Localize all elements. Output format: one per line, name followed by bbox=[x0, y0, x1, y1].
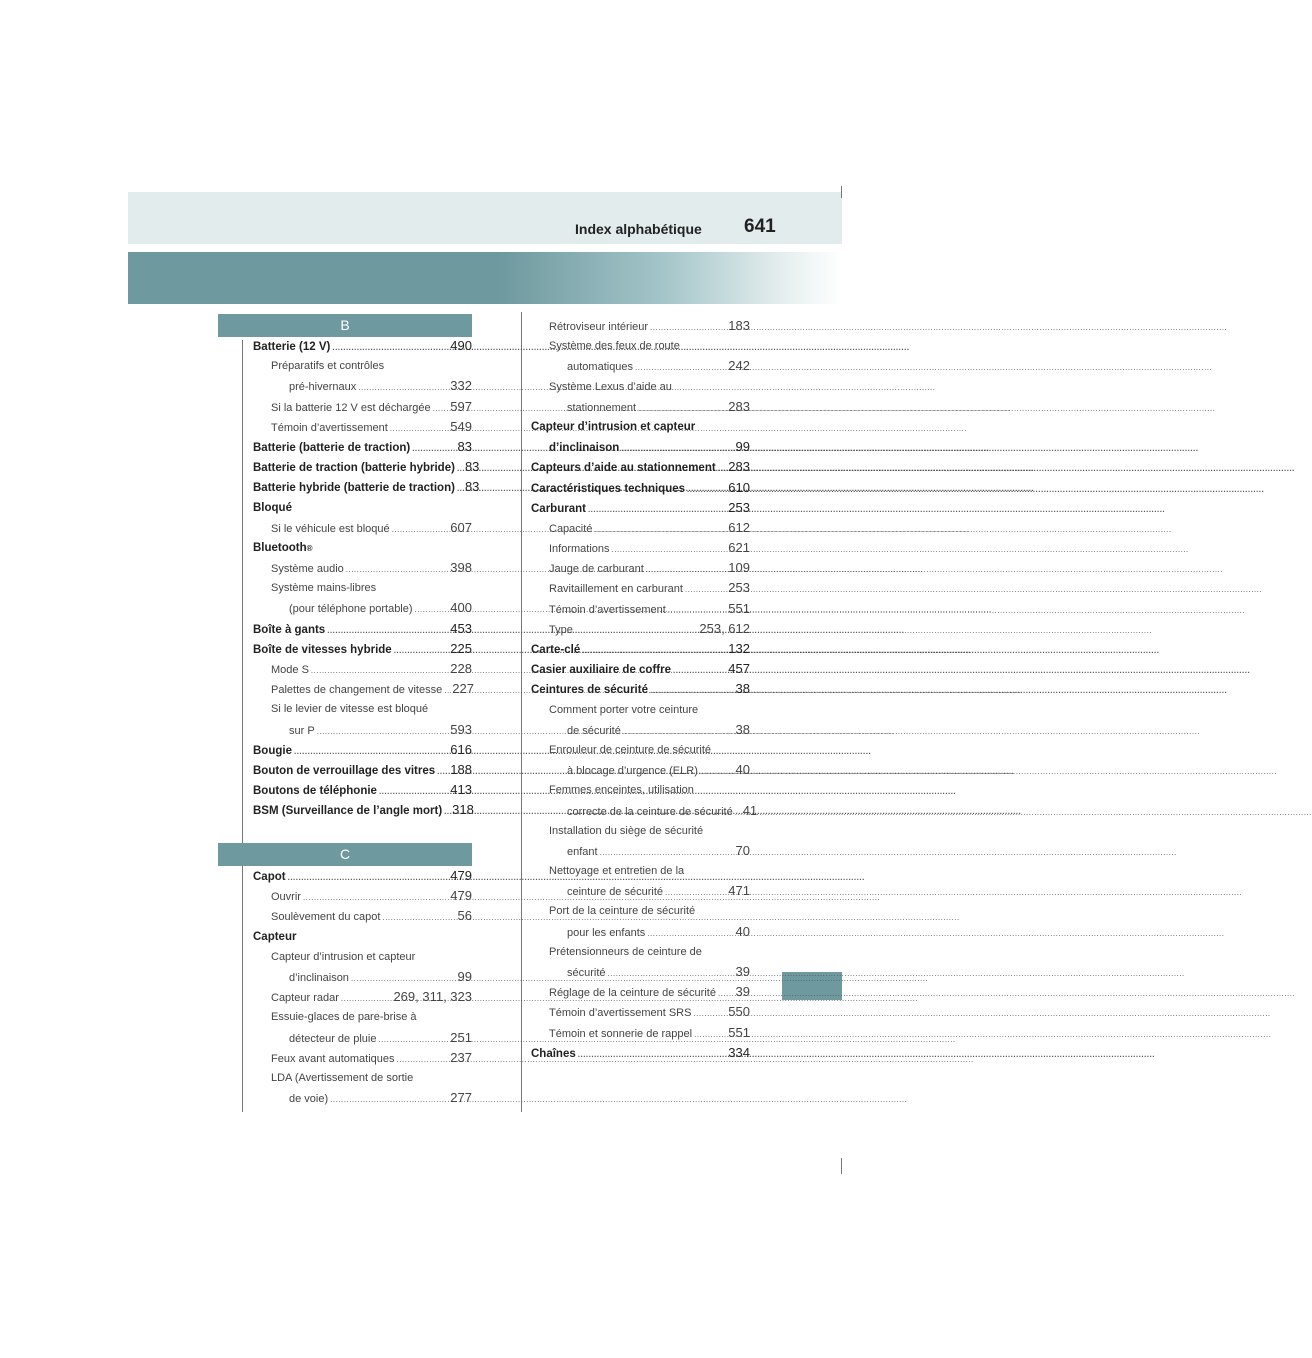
index-entry bbox=[253, 437, 472, 457]
index-entry bbox=[253, 886, 472, 906]
dot-leader bbox=[327, 620, 448, 641]
index-entry bbox=[531, 639, 750, 659]
entry-term: Boutons de téléphonie bbox=[253, 785, 377, 798]
entry-page-ref: 183 bbox=[728, 318, 750, 333]
entry-page-ref: 225 bbox=[450, 640, 472, 656]
dot-leader bbox=[638, 398, 726, 419]
entry-page-ref: 551 bbox=[728, 1024, 750, 1040]
dot-leader bbox=[668, 600, 727, 621]
index-entry bbox=[531, 498, 750, 518]
dot-leader bbox=[346, 559, 449, 580]
entry-term: Essuie-glaces de pare-brise à bbox=[271, 1011, 417, 1024]
entry-term: Ravitaillement en carburant bbox=[549, 583, 683, 596]
dot-leader bbox=[612, 539, 727, 560]
index-list-b bbox=[253, 336, 480, 821]
crop-mark-bottom bbox=[841, 1158, 842, 1174]
dot-leader bbox=[621, 438, 733, 459]
dot-leader bbox=[412, 438, 455, 459]
entry-term: ceinture de sécurité bbox=[567, 886, 663, 899]
dot-leader bbox=[646, 559, 727, 580]
entry-term: à blocage d’urgence (ELR) bbox=[567, 765, 698, 778]
index-entry bbox=[531, 700, 750, 720]
dot-leader bbox=[457, 478, 463, 499]
index-entry bbox=[531, 901, 750, 921]
dot-leader bbox=[415, 599, 449, 620]
dot-leader bbox=[687, 479, 726, 500]
dot-leader bbox=[341, 988, 392, 1009]
index-entry bbox=[253, 720, 472, 740]
index-entry bbox=[253, 336, 472, 356]
entry-term: d’inclinaison bbox=[289, 971, 349, 984]
entry-term: Batterie hybride (batterie de traction) bbox=[253, 482, 455, 495]
entry-term: Batterie de traction (batterie hybride) bbox=[253, 462, 455, 475]
entry-term: sur P bbox=[289, 724, 315, 737]
entry-term: Enrouleur de ceinture de sécurité bbox=[549, 743, 712, 756]
entry-term: Témoin d’avertissement bbox=[549, 603, 666, 616]
entry-term: Rétroviseur intérieur bbox=[549, 321, 649, 333]
entry-term: Port de la ceinture de sécurité bbox=[549, 905, 696, 918]
index-entry bbox=[531, 1002, 750, 1022]
entry-page-ref: 39 bbox=[735, 984, 750, 1000]
index-entry bbox=[253, 740, 472, 760]
entry-term: Système mains-libres bbox=[271, 582, 377, 595]
index-entry bbox=[531, 982, 750, 1002]
entry-term: Soulèvement du capot bbox=[271, 911, 381, 924]
entry-page-ref: 471 bbox=[728, 883, 750, 899]
dot-leader bbox=[392, 519, 449, 540]
entry-term: pour les enfants bbox=[567, 926, 646, 939]
entry-term: Ouvrir bbox=[271, 891, 301, 904]
entry-term: Témoin d’avertissement SRS bbox=[549, 1007, 692, 1020]
dot-leader bbox=[332, 337, 448, 358]
dot-leader bbox=[694, 1024, 726, 1045]
entry-page-ref: 269, 311, 323 bbox=[393, 989, 472, 1005]
entry-page-ref: 400 bbox=[450, 600, 472, 616]
index-entry bbox=[253, 800, 472, 820]
dot-leader bbox=[397, 1049, 449, 1070]
entry-term: Capteurs d’aide au stationnement bbox=[531, 462, 716, 475]
entry-term: Femmes enceintes, utilisation bbox=[549, 784, 694, 797]
index-entry bbox=[531, 720, 750, 740]
dot-leader bbox=[735, 802, 741, 823]
dot-leader bbox=[444, 801, 450, 822]
entry-term: Capteur radar bbox=[271, 992, 339, 1005]
entry-page-ref: 242 bbox=[728, 358, 750, 374]
section-header-b bbox=[218, 314, 472, 337]
entry-term: Bluetooth bbox=[253, 541, 307, 554]
dot-leader bbox=[608, 963, 734, 984]
index-entry bbox=[253, 457, 480, 477]
index-entry bbox=[253, 987, 472, 1007]
entry-term: Batterie (batterie de traction) bbox=[253, 441, 411, 454]
entry-term: sécurité bbox=[567, 967, 606, 979]
entry-page-ref: 109 bbox=[728, 560, 750, 576]
entry-term: Feux avant automatiques bbox=[271, 1052, 395, 1065]
entry-term: Système des feux de route bbox=[549, 340, 680, 353]
entry-page-ref: 227 bbox=[452, 681, 474, 697]
index-entry bbox=[531, 417, 750, 437]
index-entry bbox=[253, 477, 480, 497]
dot-leader bbox=[457, 458, 463, 479]
index-entry bbox=[531, 821, 750, 841]
entry-page-ref: 253 bbox=[728, 580, 750, 596]
entry-page-ref: 616 bbox=[450, 741, 472, 757]
section-header-c bbox=[218, 843, 472, 866]
dot-leader bbox=[600, 842, 734, 863]
index-entry bbox=[253, 639, 472, 659]
left-column-rule bbox=[242, 340, 243, 1112]
index-entry bbox=[531, 962, 750, 982]
dot-leader bbox=[303, 887, 448, 908]
entry-term: Caractéristiques techniques bbox=[531, 482, 686, 495]
entry-term: Jauge de carburant bbox=[549, 563, 644, 576]
index-entry bbox=[531, 1043, 750, 1063]
index-entry bbox=[531, 437, 750, 457]
entry-page-ref: 83 bbox=[464, 459, 480, 475]
index-entry bbox=[531, 619, 750, 639]
index-entry bbox=[253, 659, 472, 679]
index-entry bbox=[253, 760, 472, 780]
entry-page-ref: 99 bbox=[735, 439, 750, 455]
entry-page-ref: 283 bbox=[728, 398, 750, 414]
dot-leader bbox=[330, 1089, 448, 1110]
dot-leader bbox=[575, 620, 698, 641]
entry-page-ref: 610 bbox=[728, 479, 750, 495]
entry-page-ref: 39 bbox=[735, 964, 750, 979]
index-entry bbox=[253, 558, 472, 578]
entry-term: Système Lexus d’aide au bbox=[549, 380, 672, 393]
entry-term: Témoin d’avertissement bbox=[271, 421, 388, 434]
index-entry bbox=[253, 417, 472, 437]
index-entry bbox=[531, 679, 750, 699]
index-entry bbox=[531, 538, 750, 558]
index-entry bbox=[531, 316, 750, 336]
section-letter: C bbox=[339, 846, 351, 862]
entry-term: de sécurité bbox=[567, 724, 621, 737]
dot-leader bbox=[647, 923, 733, 944]
index-entry bbox=[253, 356, 472, 376]
index-entry bbox=[253, 679, 472, 699]
entry-term: Carburant bbox=[531, 502, 586, 515]
entry-page-ref: 334 bbox=[728, 1044, 750, 1060]
entry-page-ref: 83 bbox=[457, 438, 472, 454]
index-entry bbox=[253, 866, 472, 886]
index-entry bbox=[253, 906, 472, 926]
entry-page-ref: 277 bbox=[450, 1090, 472, 1106]
entry-term: Capteur d’intrusion et capteur bbox=[271, 950, 416, 963]
entry-term: Chaînes bbox=[531, 1047, 576, 1060]
index-entry bbox=[531, 881, 750, 901]
index-entry bbox=[253, 578, 472, 598]
entry-term: stationnement bbox=[567, 401, 637, 414]
dot-leader bbox=[294, 741, 448, 762]
entry-page-ref: 621 bbox=[728, 540, 750, 556]
index-entry bbox=[253, 1068, 472, 1088]
entry-term: automatiques bbox=[567, 361, 634, 374]
entry-term: de voie) bbox=[289, 1093, 329, 1106]
entry-term: d’inclinaison bbox=[549, 442, 620, 455]
dot-leader bbox=[650, 317, 726, 338]
entry-term: Nettoyage et entretien de la bbox=[549, 865, 685, 878]
entry-term: LDA (Avertissement de sortie bbox=[271, 1071, 414, 1084]
entry-page-ref: 253 bbox=[728, 499, 750, 515]
index-list-c bbox=[253, 866, 472, 1108]
index-entry bbox=[531, 578, 750, 598]
dot-leader bbox=[390, 418, 449, 439]
entry-page-ref: 56 bbox=[457, 908, 472, 924]
entry-page-ref: 251 bbox=[450, 1029, 472, 1045]
entry-term: Bougie bbox=[253, 744, 292, 757]
entry-term: Carte-clé bbox=[531, 644, 581, 656]
index-entry bbox=[253, 927, 472, 947]
entry-page-ref: 597 bbox=[450, 398, 472, 414]
entry-page-ref: 607 bbox=[450, 519, 472, 535]
index-entry bbox=[253, 1028, 472, 1048]
index-list-right bbox=[531, 316, 758, 1063]
index-entry bbox=[531, 922, 750, 942]
index-entry bbox=[531, 558, 750, 578]
entry-term: Capteur d’intrusion et capteur bbox=[531, 420, 696, 433]
entry-page-ref: 453 bbox=[450, 620, 472, 636]
entry-term: Mode S bbox=[271, 664, 309, 676]
index-entry bbox=[253, 598, 472, 618]
index-entry bbox=[531, 760, 750, 780]
dot-leader bbox=[358, 377, 448, 398]
entry-page-ref: 550 bbox=[728, 1004, 750, 1020]
entry-page-ref: 549 bbox=[450, 418, 472, 434]
dot-leader bbox=[288, 867, 449, 888]
entry-page-ref: 479 bbox=[450, 868, 472, 883]
dot-leader bbox=[650, 680, 734, 701]
entry-page-ref: 612 bbox=[728, 519, 750, 535]
index-entry bbox=[531, 397, 750, 417]
dot-leader bbox=[693, 1003, 726, 1024]
dot-leader bbox=[394, 640, 449, 661]
entry-term: Capot bbox=[253, 871, 286, 883]
entry-page-ref: 228 bbox=[450, 661, 472, 676]
entry-page-ref: 413 bbox=[450, 782, 472, 798]
index-entry bbox=[531, 659, 750, 679]
index-entry bbox=[531, 356, 750, 376]
entry-page-ref: 83 bbox=[464, 479, 480, 495]
entry-term: Installation du siège de sécurité bbox=[549, 824, 704, 837]
index-entry bbox=[253, 699, 472, 719]
dot-leader bbox=[673, 660, 726, 681]
entry-term: Boîte de vitesses hybride bbox=[253, 643, 392, 656]
entry-page-ref: 457 bbox=[728, 661, 750, 677]
dot-leader bbox=[311, 660, 448, 681]
entry-term: Casier auxiliaire de coffre bbox=[531, 664, 671, 677]
entry-page-ref: 490 bbox=[450, 338, 472, 353]
dot-leader bbox=[700, 761, 734, 782]
entry-term: Informations bbox=[549, 543, 610, 556]
entry-term: Si le levier de vitesse est bloqué bbox=[271, 703, 429, 716]
index-entry bbox=[253, 498, 472, 518]
dot-leader bbox=[594, 519, 726, 540]
index-entry bbox=[531, 942, 750, 962]
dot-leader bbox=[582, 640, 726, 661]
page-title: Index alphabétique bbox=[575, 221, 702, 237]
index-entry bbox=[253, 1088, 472, 1108]
entry-term: pré-hivernaux bbox=[289, 381, 357, 394]
header-band bbox=[128, 192, 842, 244]
entry-page-ref: 99 bbox=[457, 968, 472, 984]
entry-term: BSM (Surveillance de l’angle mort) bbox=[253, 805, 443, 818]
entry-term: Bouton de verrouillage des vitres bbox=[253, 764, 436, 777]
entry-term: Comment porter votre ceinture bbox=[549, 703, 699, 716]
entry-page-ref: 40 bbox=[735, 923, 750, 939]
dot-leader bbox=[351, 968, 456, 989]
index-entry bbox=[531, 599, 750, 619]
dot-leader bbox=[685, 579, 726, 600]
dot-leader bbox=[665, 882, 726, 903]
dot-leader bbox=[444, 680, 450, 701]
section-letter: B bbox=[340, 317, 350, 333]
dot-leader bbox=[718, 458, 727, 479]
index-entry bbox=[531, 518, 750, 538]
index-entry bbox=[531, 377, 750, 397]
entry-page-ref: 41 bbox=[742, 802, 758, 818]
index-entry bbox=[531, 457, 750, 477]
entry-term: Palettes de changement de vitesse bbox=[271, 684, 443, 697]
entry-term: Préparatifs et contrôles bbox=[271, 360, 385, 373]
dot-leader bbox=[378, 1029, 448, 1050]
entry-term: Batterie (12 V) bbox=[253, 341, 331, 353]
entry-term: (pour téléphone portable) bbox=[289, 603, 413, 616]
entry-term: Témoin et sonnerie de rappel bbox=[549, 1027, 693, 1040]
dot-leader bbox=[433, 398, 449, 419]
entry-term: Réglage de la ceinture de sécurité bbox=[549, 987, 716, 1000]
entry-term: détecteur de pluie bbox=[289, 1032, 377, 1045]
index-entry bbox=[531, 801, 758, 821]
entry-page-ref: 551 bbox=[728, 600, 750, 616]
index-entry bbox=[531, 478, 750, 498]
index-entry bbox=[531, 1023, 750, 1043]
entry-term: Si la batterie 12 V est déchargée bbox=[271, 401, 431, 414]
entry-page-ref: 237 bbox=[450, 1049, 472, 1065]
entry-term: Type bbox=[549, 623, 573, 636]
entry-page-ref: 283 bbox=[728, 459, 750, 475]
entry-term: Prétensionneurs de ceinture de bbox=[549, 945, 702, 958]
index-entry bbox=[531, 841, 750, 861]
entry-page-ref: 38 bbox=[735, 681, 750, 697]
entry-page-ref: 479 bbox=[450, 888, 472, 904]
entry-page-ref: 398 bbox=[450, 560, 472, 576]
entry-term: Système audio bbox=[271, 563, 344, 576]
index-entry bbox=[253, 1048, 472, 1068]
entry-page-ref: 318 bbox=[452, 802, 474, 818]
entry-page-ref: 132 bbox=[728, 641, 750, 656]
dot-leader bbox=[382, 907, 455, 928]
dot-leader bbox=[578, 1044, 727, 1065]
entry-page-ref: 253, 612 bbox=[699, 620, 750, 636]
index-entry bbox=[253, 967, 472, 987]
entry-term: Capacité bbox=[549, 522, 593, 535]
dot-leader bbox=[718, 983, 734, 1004]
dot-leader bbox=[317, 721, 449, 742]
entry-term: enfant bbox=[567, 845, 598, 858]
entry-page-ref: 70 bbox=[735, 842, 750, 858]
registered-mark: ® bbox=[306, 543, 313, 553]
index-entry bbox=[531, 780, 750, 800]
entry-term: Bloqué bbox=[253, 501, 292, 514]
index-entry bbox=[253, 619, 472, 639]
entry-term: correcte de la ceinture de sécurité bbox=[567, 805, 733, 818]
entry-term: Ceintures de sécurité bbox=[531, 684, 648, 697]
entry-page-ref: 593 bbox=[450, 721, 472, 737]
index-entry bbox=[253, 397, 472, 417]
index-entry bbox=[253, 518, 472, 538]
index-entry bbox=[531, 336, 750, 356]
entry-page-ref: 332 bbox=[450, 378, 472, 394]
index-entry bbox=[531, 740, 750, 760]
index-entry bbox=[531, 861, 750, 881]
dot-leader bbox=[379, 781, 448, 802]
crop-mark-top bbox=[841, 186, 842, 198]
index-entry bbox=[253, 538, 472, 558]
entry-page-ref: 40 bbox=[735, 762, 750, 778]
index-entry bbox=[253, 376, 472, 396]
entry-page-ref: 38 bbox=[735, 721, 750, 737]
entry-term: Si le véhicule est bloqué bbox=[271, 522, 390, 535]
index-entry bbox=[253, 780, 472, 800]
entry-term: Capteur bbox=[253, 930, 297, 943]
entry-page-ref: 188 bbox=[450, 761, 472, 777]
dot-leader bbox=[623, 721, 734, 742]
dot-leader bbox=[437, 761, 448, 782]
decorative-band bbox=[128, 252, 842, 304]
index-entry bbox=[253, 1007, 472, 1027]
dot-leader bbox=[588, 499, 726, 520]
page-number: 641 bbox=[744, 216, 776, 237]
entry-term: Boîte à gants bbox=[253, 623, 326, 636]
dot-leader bbox=[635, 357, 726, 378]
index-entry bbox=[253, 947, 472, 967]
